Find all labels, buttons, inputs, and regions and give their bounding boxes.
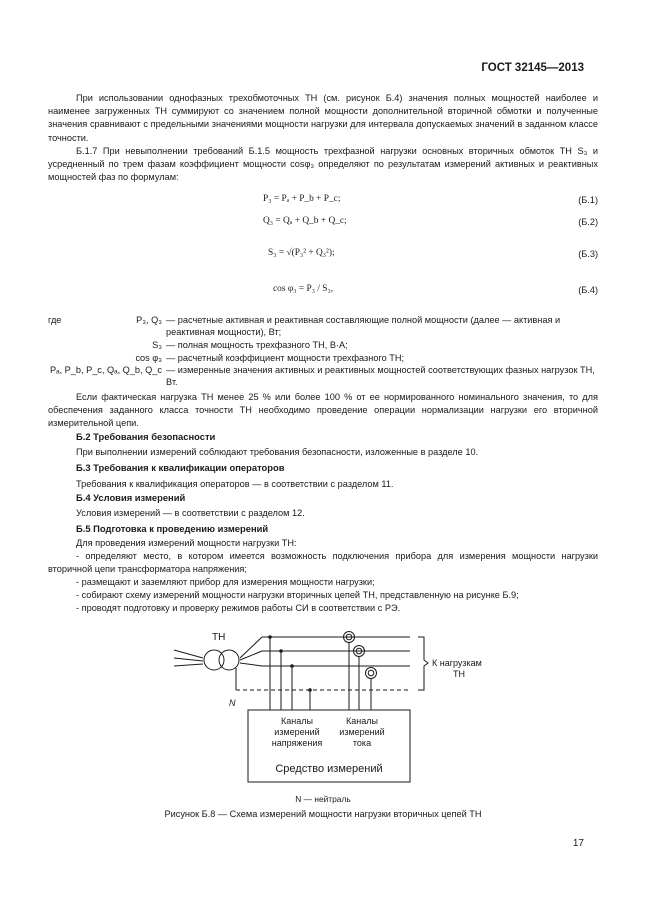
load-label-1: К нагрузкам (432, 658, 482, 668)
formula-b3-number: (Б.3) (578, 249, 598, 259)
def-p3-q3-symbol: P₃, Q₃ (136, 315, 162, 325)
list-item: - определяют место, в котором имеется возможность подключения прибора для измерения мощности нагрузки вторичной цепи трансформатора напряжения; (48, 551, 598, 575)
where-label: где (48, 315, 62, 325)
def-phase-symbols: Pₐ, P_b, P_c, Qₐ, Q_b, Q_c (49, 365, 162, 375)
document-standard-number: ГОСТ 32145—2013 (481, 62, 584, 74)
section-b5-intro: Для проведения измерений мощности нагрузки ТН: (76, 538, 297, 548)
formula-b4: cos φ₃ = P₃ / S₃, (273, 284, 334, 294)
def-s3-symbol: S₃ (152, 340, 162, 350)
actual-load-paragraph: Если фактическая нагрузка ТН менее 25 % или более 100 % от ее нормированного номинального значения, то для обеспечения заданного класса точности ТН необходимо проведение операции нормализации нагрузки его вторичной измерительной цепи. (48, 392, 598, 429)
intro-paragraph: При использовании однофазных трехобмоточных ТН (см. рисунок Б.4) значения полных мощностей наиболее и наименее загруженных ТН суммируют со значением полной мощности дополнительной вторичной обмотки и полученные значения сравнивают с предельными значениями мощности нагрузки для интервала допускаемых значений в заданном классе точности. (48, 93, 598, 143)
load-label-2: ТН (453, 669, 465, 679)
transformer-secondary-winding (219, 650, 239, 670)
transformer-primary-winding (204, 650, 224, 670)
def-cos-symbol: cos φ₃ (135, 353, 162, 363)
section-b4-title: Б.4 Условия измерений (76, 492, 186, 503)
load-brace (418, 637, 428, 690)
formula-b2: Q₃ = Qₐ + Q_b + Q_c; (263, 216, 347, 226)
list-item: - проводят подготовку и проверку режимов работы СИ в соответствии с РЭ. (76, 603, 401, 613)
instrument-label: Средство измерений (275, 763, 383, 775)
list-item: - размещают и заземляют прибор для измерения мощности нагрузки; (76, 577, 375, 587)
neutral-legend: N — нейтраль (295, 794, 351, 804)
voltage-channels-line: напряжения (271, 738, 323, 748)
formula-b3: S₃ = √(P₃² + Q₃²); (268, 248, 335, 258)
formula-b1-number: (Б.1) (578, 195, 598, 205)
formula-b2-number: (Б.2) (578, 217, 598, 227)
def-phase-text: — измеренные значения активных и реактивных мощностей соответствующих фазных нагрузок ТН, Вт. (166, 365, 595, 388)
section-b2-text: При выполнении измерений соблюдают требования безопасности, изложенные в разделе 10. (76, 447, 479, 457)
section-b4-text: Условия измерений — в соответствии с разделом 12. (76, 508, 305, 518)
primary-line-a (174, 650, 203, 658)
measurement-circuit-diagram (0, 620, 646, 790)
figure-caption: Рисунок Б.8 — Схема измерений мощности нагрузки вторичных цепей ТН (164, 809, 482, 819)
def-cos-text: — расчетный коэффициент мощности трехфазного ТН; (166, 353, 405, 363)
formula-b1: P₃ = Pₐ + P_b + P_c; (263, 194, 341, 204)
current-channels-line: измерений (339, 727, 385, 737)
current-probe-c (366, 668, 377, 679)
page-number: 17 (572, 838, 584, 849)
voltage-channels-line: Каналы (281, 716, 313, 726)
def-p3-q3-text: — расчетные активная и реактивная составляющие полной мощности (далее — активная и реактивная мощности), Вт; (166, 315, 561, 338)
formula-b4-number: (Б.4) (578, 285, 598, 295)
primary-line-c (174, 664, 203, 666)
clause-b17-paragraph: Б.1.7 При невыполнении требований Б.1.5 мощность трехфазной нагрузки основных вторичных обмоток ТН S₃ и усредненный по трем фазам коэффициент мощности cosφ₃ определяют по результатам измерений активных и реактивных мощностей фаз по формулам: (48, 146, 598, 183)
section-b3-title: Б.3 Требования к квалификации операторов (76, 462, 285, 473)
current-channels-line: Каналы (346, 716, 378, 726)
section-b5-title: Б.5 Подготовка к проведению измерений (76, 523, 269, 534)
def-s3-text: — полная мощность трехфазного ТН, В·А; (166, 340, 348, 350)
current-channels-line: тока (352, 738, 372, 748)
neutral-label: N (229, 698, 236, 708)
primary-line-b (174, 658, 203, 661)
list-item: - собирают схему измерений мощности нагрузки вторичных цепей ТН, представленную на рисунке Б.9; (76, 590, 519, 600)
section-b2-title: Б.2 Требования безопасности (76, 431, 216, 442)
transformer-label: ТН (212, 632, 226, 643)
voltage-channels-line: измерений (274, 727, 320, 737)
section-b3-text: Требования к квалификация операторов — в соответствии с разделом 11. (76, 479, 394, 489)
